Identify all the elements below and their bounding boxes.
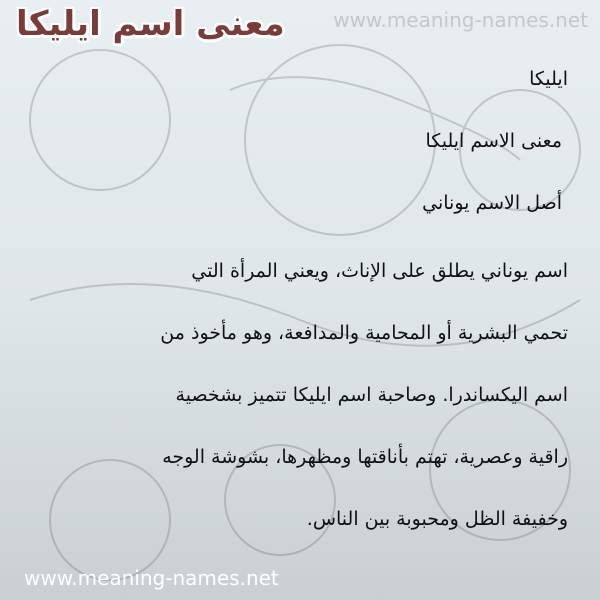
description-line: تحمي البشرية أو المحامية والمدافعة، وهو مأخوذ من	[160, 322, 568, 344]
name-line: ايليكا	[529, 68, 568, 90]
origin-line: أصل الاسم يوناني	[422, 192, 562, 214]
description-line: اسم يوناني يطلق على الإناث، ويعني المرأة التي	[191, 260, 568, 282]
description-line: اسم اليكساندرا. وصاحبة اسم ايليكا تتميز بشخصية	[175, 384, 568, 406]
description-line: راقية وعصرية، تهتم بأناقتها ومظهرها، بشوشة الوجه	[162, 446, 568, 468]
page-title: معنى اسم ايليكا	[16, 4, 285, 44]
footer-watermark: www.meaning-names.net	[24, 566, 279, 590]
meaning-heading: معنى الاسم ايليكا	[425, 130, 562, 152]
top-watermark: www.meaning-names.net	[333, 8, 588, 32]
description-line: وخفيفة الظل ومحبوبة بين الناس.	[306, 508, 568, 530]
